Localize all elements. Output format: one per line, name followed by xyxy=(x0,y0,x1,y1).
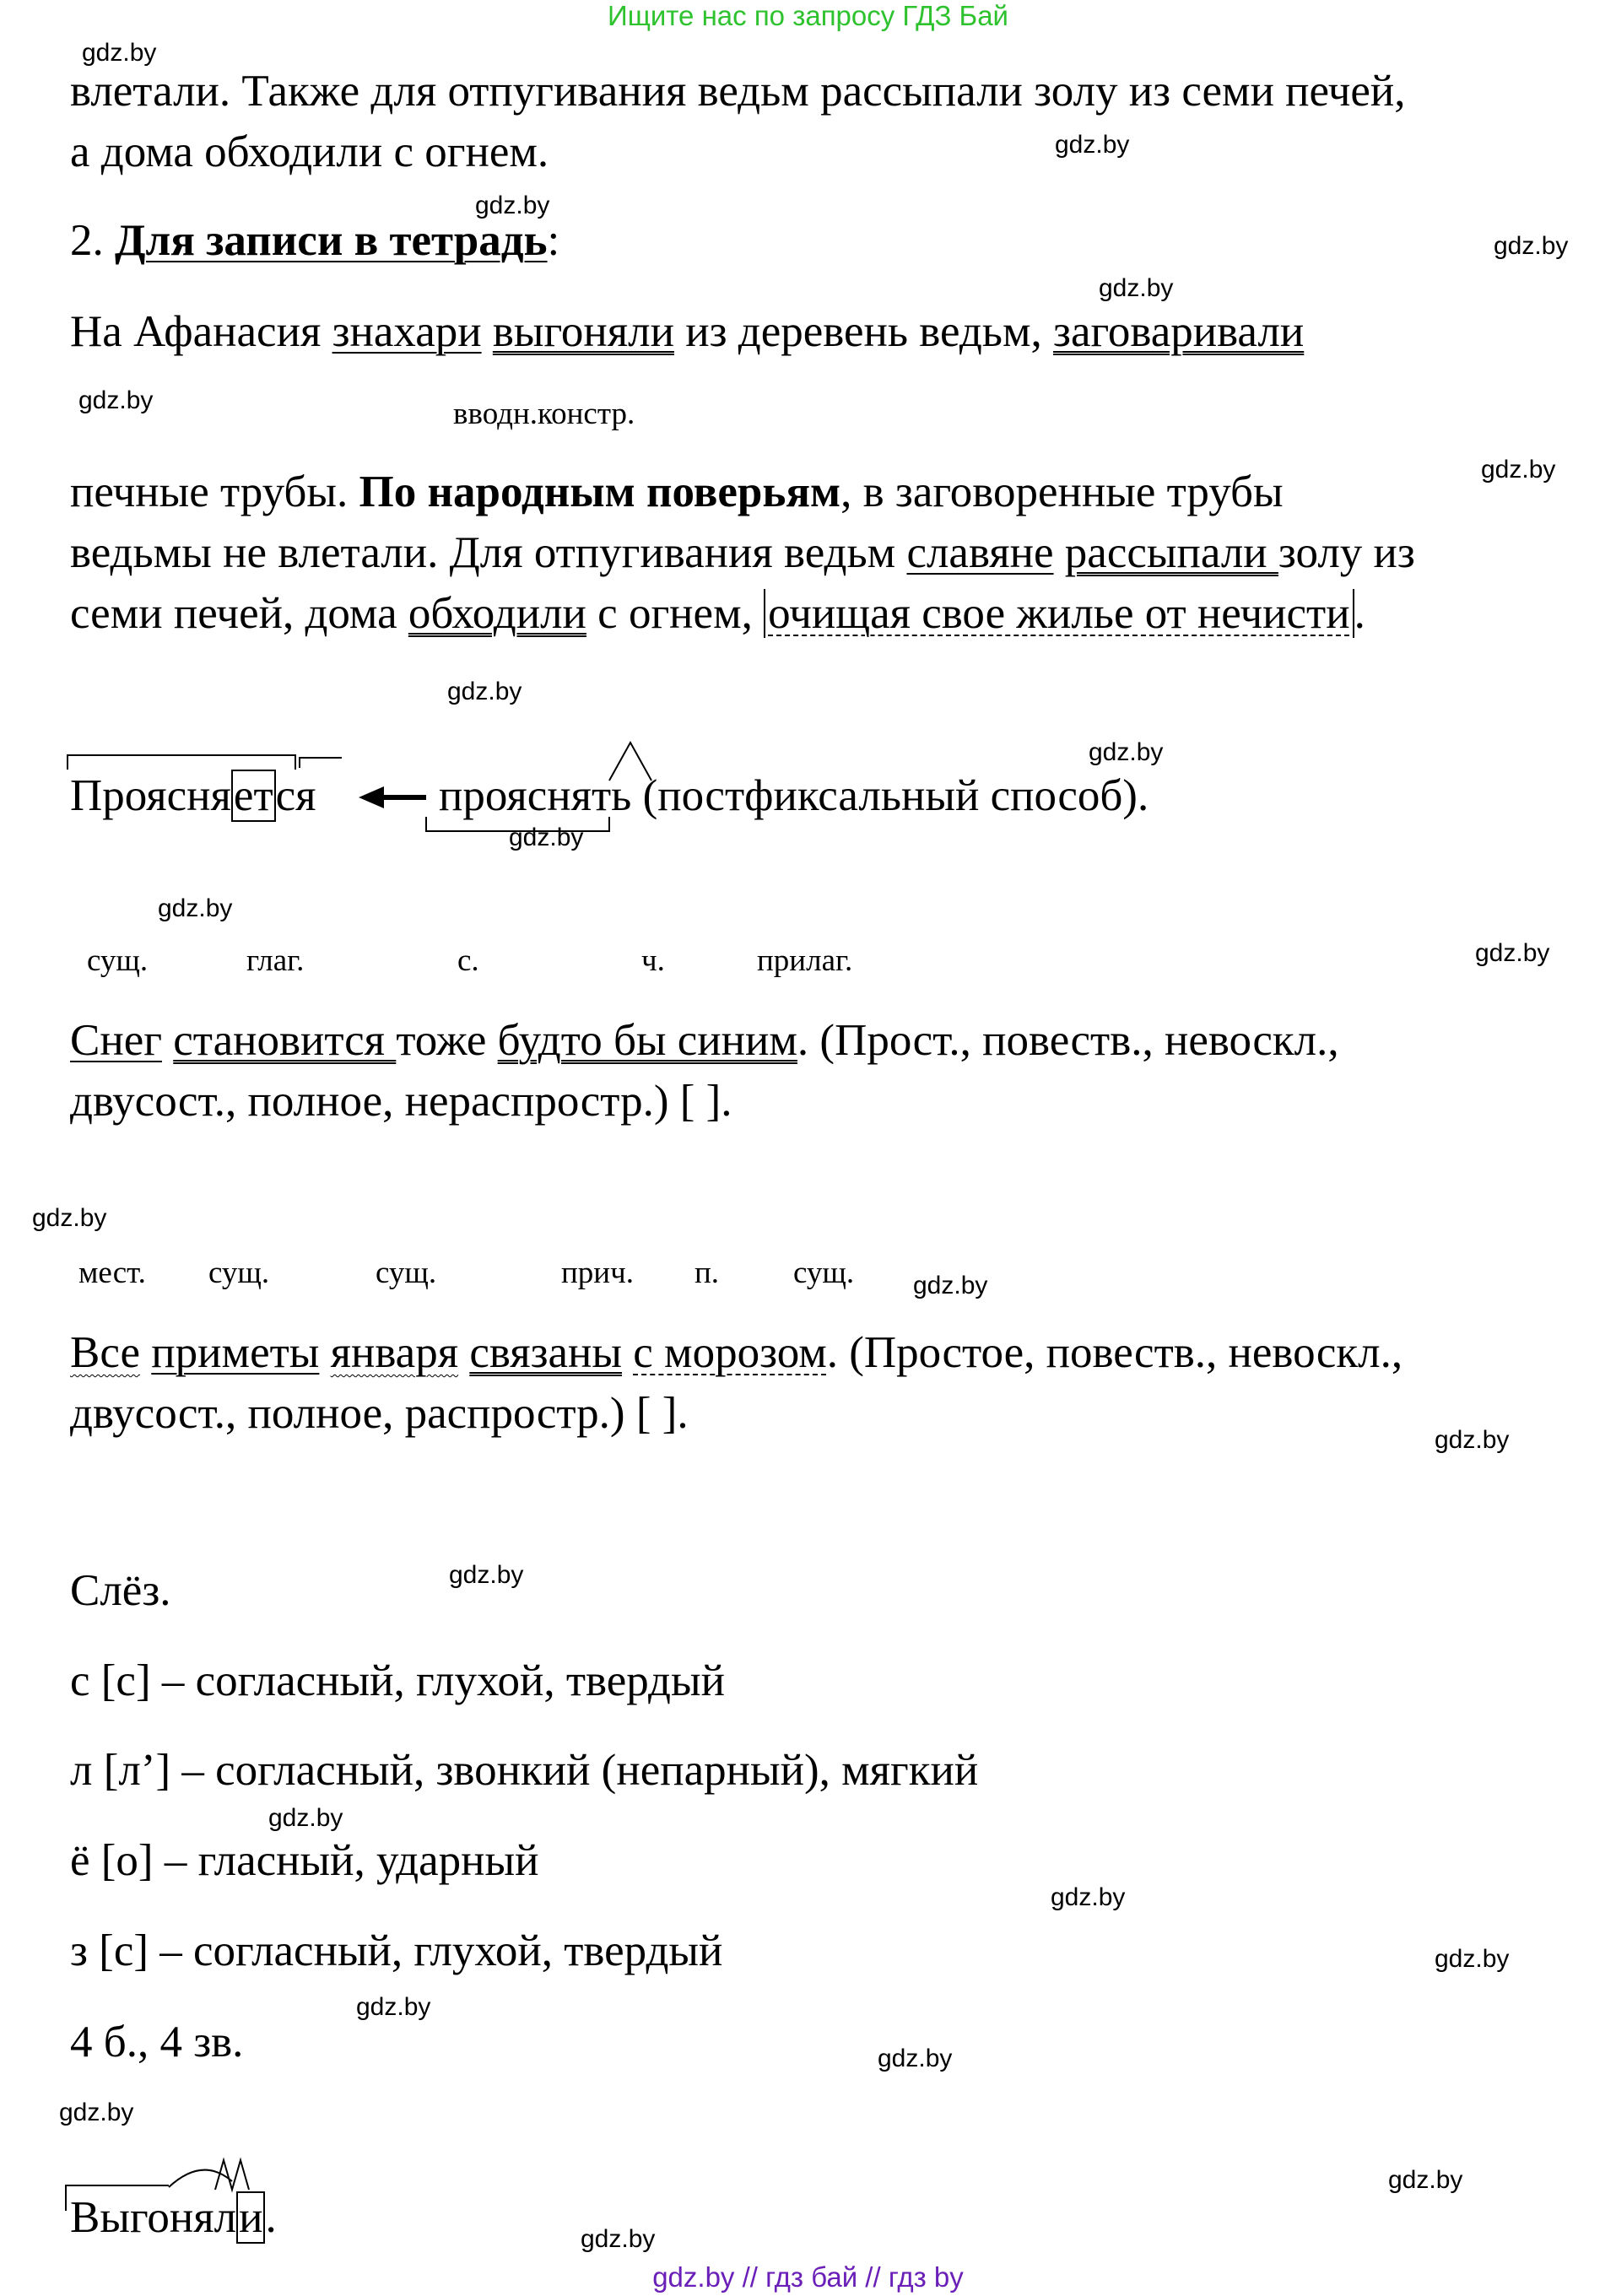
derivation-source-line xyxy=(439,770,1148,821)
phonetic-row: з [с] – согласный, глухой, твердый xyxy=(70,1926,723,1975)
watermark: gdz.by xyxy=(59,2099,134,2126)
morph-ending: ет xyxy=(231,770,276,822)
text-line xyxy=(70,1015,1339,1066)
watermark: gdz.by xyxy=(1481,456,1556,484)
morph-postfix: ся xyxy=(275,771,316,820)
watermark: gdz.by xyxy=(268,1804,343,1832)
text-span: . (Прост., повеств., невоскл., xyxy=(797,1016,1339,1065)
pos-label: с. xyxy=(457,943,479,978)
watermark: gdz.by xyxy=(1494,232,1569,260)
watermark: gdz.by xyxy=(1388,2166,1463,2194)
watermark: gdz.by xyxy=(878,2045,953,2072)
text-span: ведьмы не влетали. Для отпугивания ведьм xyxy=(70,528,907,577)
phonetic-row: с [с] – согласный, глухой, твердый xyxy=(70,1656,725,1705)
text-line: а дома обходили с огнем. xyxy=(70,127,549,176)
attribute: Все xyxy=(70,1328,141,1377)
morph-stem: Проясня xyxy=(70,771,231,820)
text-line xyxy=(70,306,1304,357)
task-title: Для записи в тетрадь xyxy=(115,216,548,265)
derivation-arrow-head xyxy=(359,786,384,808)
predicate: заговаривали xyxy=(1053,307,1305,356)
subject: Снег xyxy=(70,1016,162,1065)
watermark: gdz.by xyxy=(475,192,550,219)
watermark: gdz.by xyxy=(1055,131,1130,159)
text-span xyxy=(458,1328,469,1377)
predicate: выгоняли xyxy=(492,307,674,356)
participle-phrase xyxy=(764,589,1354,638)
text-line xyxy=(70,1327,1403,1378)
participle-phrase-text: очищая свое жилье от нечисти xyxy=(768,589,1350,638)
text-span: . (Простое, повеств., невоскл., xyxy=(826,1328,1403,1377)
root-arc xyxy=(169,2170,232,2187)
text-span xyxy=(622,1328,633,1377)
watermark: gdz.by xyxy=(356,1993,431,2021)
pos-label: сущ. xyxy=(208,1256,270,1290)
text-span: . xyxy=(1354,589,1365,638)
text-span: семи печей, дома xyxy=(70,589,408,638)
text-line xyxy=(70,588,1365,639)
task-number: 2. xyxy=(70,216,115,265)
subject: приметы xyxy=(151,1328,320,1377)
suffix-zigzag xyxy=(215,2160,249,2190)
text-span: из деревень ведьм, xyxy=(673,307,1054,356)
pos-label: прич. xyxy=(561,1256,634,1290)
watermark: gdz.by xyxy=(1435,1426,1510,1454)
phonetic-row: ё [о] – гласный, ударный xyxy=(70,1836,539,1885)
pos-label: ч. xyxy=(641,943,665,978)
text-line xyxy=(70,467,1284,517)
source-word: прояснять xyxy=(439,771,632,820)
pos-label: сущ. xyxy=(376,1256,437,1290)
watermark: gdz.by xyxy=(32,1204,107,1232)
text-line: двусост., полное, распростр.) [ ]. xyxy=(70,1389,689,1438)
watermark: gdz.by xyxy=(78,386,154,414)
text-span: , в заговоренные трубы xyxy=(840,467,1284,516)
morph-ending: и xyxy=(236,2191,265,2244)
text-span: золу из xyxy=(1278,528,1415,577)
text-span: с огнем, xyxy=(586,589,765,638)
pos-label: сущ. xyxy=(793,1256,855,1290)
watermark: gdz.by xyxy=(1089,738,1164,766)
text-span: печные трубы. xyxy=(70,467,359,516)
last-word xyxy=(70,2192,277,2243)
watermark: gdz.by xyxy=(449,1561,524,1589)
pos-label: мест. xyxy=(78,1256,146,1290)
phonetic-word: Слёз. xyxy=(70,1566,171,1615)
task-colon: : xyxy=(547,216,560,265)
watermark: gdz.by xyxy=(82,39,157,67)
text-span xyxy=(1054,528,1065,577)
predicate: рассыпали xyxy=(1064,528,1278,577)
derivation-method: (постфиксальный способ). xyxy=(631,771,1149,820)
watermark: gdz.by xyxy=(581,2225,656,2253)
watermark: gdz.by xyxy=(1099,274,1174,302)
text-span xyxy=(482,307,493,356)
phonetic-row: л [л’] – согласный, звонкий (непарный), мягкий xyxy=(70,1746,979,1795)
attribute: января xyxy=(330,1328,459,1377)
pos-label: сущ. xyxy=(87,943,149,978)
postfix-bracket xyxy=(300,758,342,768)
bottom-banner[interactable]: gdz.by // гдз бай // гдз by xyxy=(652,2261,964,2293)
text-span: На Афанасия xyxy=(70,307,332,356)
watermark: gdz.by xyxy=(447,678,522,705)
watermark: gdz.by xyxy=(1435,1945,1510,1973)
morph-stem: Выгонял xyxy=(70,2193,237,2242)
pos-label: п. xyxy=(695,1256,720,1290)
watermark: gdz.by xyxy=(509,824,584,851)
watermark: gdz.by xyxy=(158,894,233,922)
intro-construction-label: вводн.констр. xyxy=(453,397,635,431)
pos-label: глаг. xyxy=(246,943,305,978)
text-line: влетали. Также для отпугивания ведьм рассыпали золу из семи печей, xyxy=(70,67,1406,116)
watermark: gdz.by xyxy=(913,1272,988,1299)
stem-bracket xyxy=(68,755,295,770)
text-span: . xyxy=(265,2193,277,2242)
pos-label: прилаг. xyxy=(757,943,853,978)
object: с морозом xyxy=(633,1328,827,1377)
subject: знахари xyxy=(332,307,482,356)
predicate: связаны xyxy=(469,1328,623,1377)
predicate: будто бы синим xyxy=(497,1016,797,1065)
text-span: тоже xyxy=(396,1016,498,1065)
top-banner[interactable]: Ищите нас по запросу ГДЗ Бай xyxy=(608,0,1008,31)
subject: славяне xyxy=(906,528,1054,577)
predicate: обходили xyxy=(408,589,586,638)
text-line xyxy=(70,527,1415,578)
morpheme-line xyxy=(70,770,316,821)
text-line: двусост., полное, нераспростр.) [ ]. xyxy=(70,1077,732,1126)
text-span xyxy=(319,1328,330,1377)
text-span xyxy=(162,1016,173,1065)
intro-construction: По народным поверьям xyxy=(359,467,841,516)
text-span xyxy=(140,1328,151,1377)
watermark: gdz.by xyxy=(1475,939,1550,967)
phonetic-count: 4 б., 4 зв. xyxy=(70,2018,244,2066)
predicate: становится xyxy=(173,1016,397,1065)
watermark: gdz.by xyxy=(1051,1883,1126,1911)
task-heading xyxy=(70,215,559,266)
